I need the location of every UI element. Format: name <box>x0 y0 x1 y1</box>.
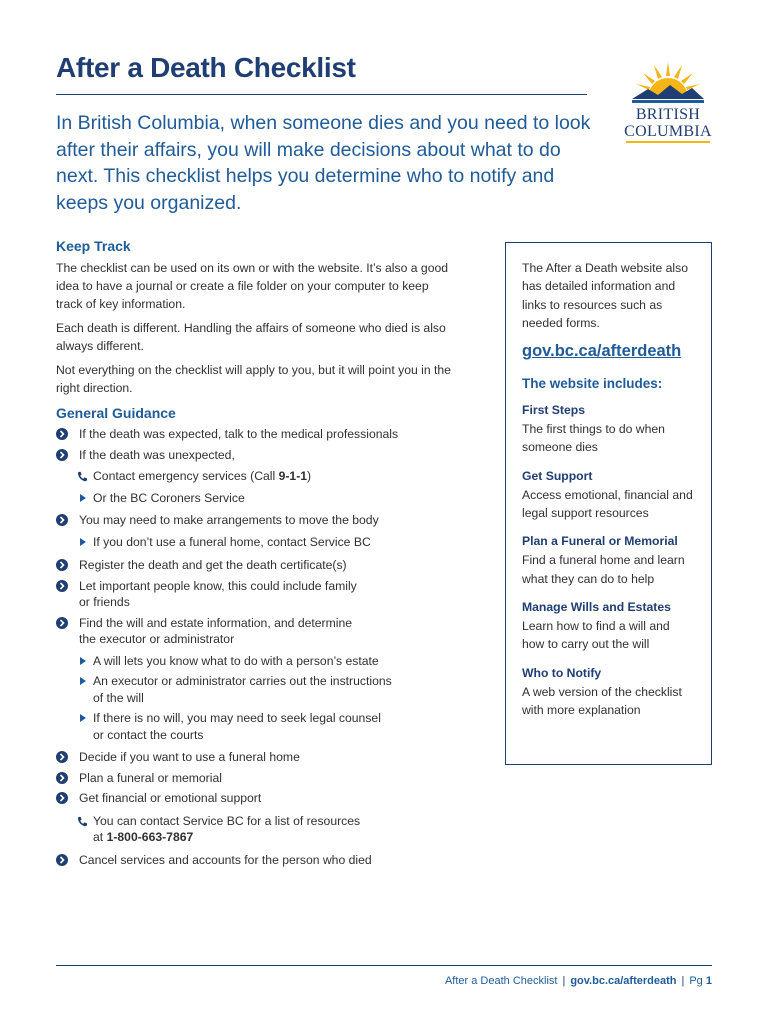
list-item <box>56 615 456 648</box>
sub-item-text: of the will <box>93 690 144 705</box>
list-item-text: or friends <box>79 595 130 609</box>
list-item-text: Find the will and estate information, and determine <box>79 615 353 630</box>
sub-item-text: ) <box>307 469 312 483</box>
list-item <box>56 852 456 869</box>
chevron-circle-icon <box>56 449 68 461</box>
keep-track-p2: Each death is different. Handling the affairs of someone who died is also always different. <box>56 321 446 353</box>
sub-item <box>56 534 456 551</box>
list-item <box>56 790 456 807</box>
chevron-circle-icon <box>56 428 68 440</box>
title-divider <box>56 94 587 95</box>
footer-doc-title: After a Death Checklist <box>444 975 558 987</box>
list-item <box>56 770 456 787</box>
footer-link[interactable]: gov.bc.ca/afterdeath <box>570 975 677 987</box>
list-item <box>56 447 456 464</box>
website-info-box <box>505 242 712 765</box>
triangle-right-icon <box>80 657 86 665</box>
phone-icon <box>77 471 88 482</box>
plan-funeral-desc: Find a funeral home and learn what they can do to help <box>522 553 685 586</box>
logo-text-british: BRITISH <box>635 106 701 123</box>
sub-item-text: Contact emergency services (Call <box>93 469 279 483</box>
list-item <box>56 749 456 766</box>
list-item <box>56 426 456 443</box>
main-column <box>56 238 456 868</box>
sub-item-text: at <box>93 830 107 844</box>
chevron-circle-icon <box>56 514 68 526</box>
list-item-text: Plan a funeral or memorial <box>79 770 222 785</box>
list-item-text: If the death was expected, talk to the medical professionals <box>79 427 399 441</box>
sub-item-text: A will lets you know what to do with a person’s estate <box>93 653 379 668</box>
list-item-text: Let important people know, this could include family <box>79 578 357 593</box>
get-support-title: Get Support <box>522 468 593 483</box>
get-support-desc: Access emotional, financial and legal support resources <box>522 487 693 521</box>
keep-track-p3: Not everything on the checklist will apply to you, but it will point you in the right direction. <box>56 363 451 395</box>
keep-track-heading: Keep Track <box>56 238 131 254</box>
box-intro: The After a Death website also has detailed information and links to resources such as needed forms. <box>522 261 688 330</box>
sub-item-text: An executor or administrator carries out the instructions <box>93 674 392 688</box>
manage-wills-title: Manage Wills and Estates <box>522 599 671 614</box>
list-item <box>56 512 456 529</box>
sub-item-text: If there is no will, you may need to seek legal counsel <box>93 711 381 725</box>
service-bc-phone: 1-800-663-7867 <box>106 830 194 844</box>
triangle-right-icon <box>80 677 86 685</box>
sub-item <box>56 468 456 485</box>
chevron-circle-icon <box>56 854 68 866</box>
intro-paragraph: In British Columbia, when someone dies and you need to look after their affairs, you will make decisions about what to do next. This checklist helps you determine who to notify and keeps you organized. <box>56 112 591 214</box>
list-item <box>56 557 456 574</box>
plan-funeral-title: Plan a Funeral or Memorial <box>522 534 678 549</box>
triangle-right-icon <box>80 494 86 502</box>
manage-wills-desc: Learn how to find a will and how to carry out the will <box>522 618 670 652</box>
first-steps-title: First Steps <box>522 403 585 418</box>
phone-icon <box>77 816 88 827</box>
first-steps-desc: The first things to do when someone dies <box>522 422 665 455</box>
list-item-text: Cancel services and accounts for the person who died <box>79 852 372 867</box>
keep-track-p1: The checklist can be used on its own or with the website. It’s also a good idea to have a journal or create a file folder on your computer to keep track of key information. <box>56 261 449 311</box>
sub-item-text: If you don’t use a funeral home, contact Service BC <box>93 534 371 549</box>
chevron-circle-icon <box>56 772 68 784</box>
footer <box>445 975 712 987</box>
page-number: 1 <box>705 975 712 987</box>
chevron-circle-icon <box>56 617 68 629</box>
list-item-text: You may need to make arrangements to move the body <box>79 513 379 527</box>
list-item-text: Register the death and get the death certificate(s) <box>79 558 347 572</box>
list-item-text: If the death was unexpected, <box>79 447 235 462</box>
chevron-circle-icon <box>56 792 68 804</box>
logo-underline <box>626 141 710 143</box>
who-to-notify-desc: A web version of the checklist with more explanation <box>522 684 682 717</box>
chevron-circle-icon <box>56 580 68 592</box>
chevron-circle-icon <box>56 751 68 763</box>
general-guidance-heading: General Guidance <box>56 405 176 421</box>
sub-item-text: You can contact Service BC for a list of resources <box>93 813 361 828</box>
page-title: After a Death Checklist <box>56 52 356 83</box>
emergency-number: 9-1-1 <box>278 469 308 483</box>
afterdeath-link[interactable]: gov.bc.ca/afterdeath <box>522 342 682 361</box>
sub-item <box>56 813 456 846</box>
sub-item-text: Or the BC Coroners Service <box>93 490 245 505</box>
website-includes-heading: The website includes: <box>522 376 663 392</box>
sub-item-text: or contact the courts <box>93 727 204 742</box>
list-item <box>56 578 456 611</box>
bc-logo <box>618 54 718 144</box>
sub-item <box>56 673 456 706</box>
sub-item <box>56 653 456 670</box>
page-label: Pg <box>689 975 703 987</box>
guidance-list <box>56 426 456 868</box>
list-item-text: Get financial or emotional support <box>79 791 262 805</box>
triangle-right-icon <box>80 714 86 722</box>
footer-separator: | <box>681 975 685 987</box>
sub-item <box>56 710 456 743</box>
list-item-text: the executor or administrator <box>79 632 235 646</box>
sun-mountains-icon <box>618 54 718 104</box>
sub-item <box>56 490 456 507</box>
who-to-notify-title: Who to Notify <box>522 665 602 680</box>
chevron-circle-icon <box>56 559 68 571</box>
logo-text-columbia: COLUMBIA <box>624 123 712 140</box>
list-item-text: Decide if you want to use a funeral home <box>79 750 300 764</box>
triangle-right-icon <box>80 538 86 546</box>
footer-divider <box>56 965 712 966</box>
footer-separator: | <box>562 975 566 987</box>
